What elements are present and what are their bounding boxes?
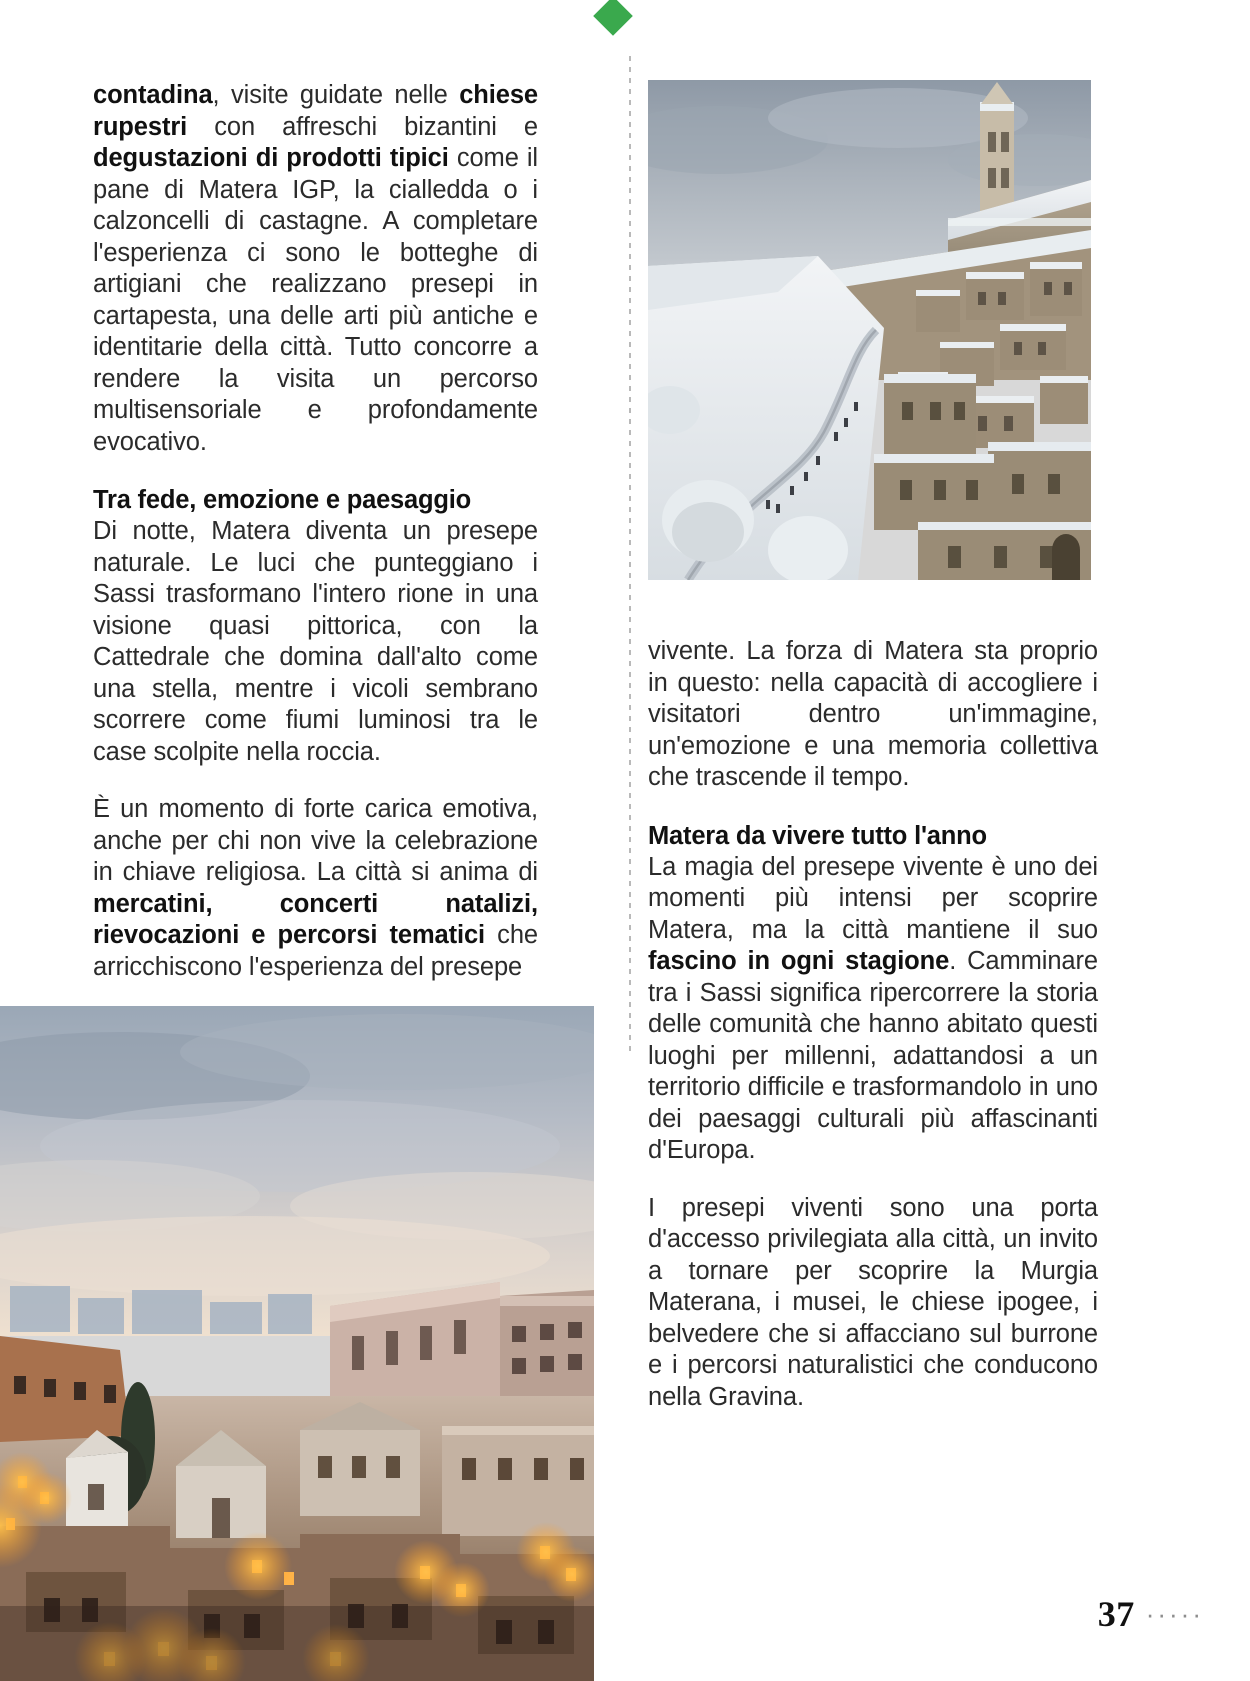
text-run: . Camminare tra i Sassi significa ripercorrere la storia delle comunità che hanno abitato questi luoghi per millenni, adattandosi a un territorio difficile e trasformandolo in uno dei paesaggi culturali più affascinanti d'Europa.	[648, 947, 1098, 1164]
text-run: che arricchiscono l'esperienza del presepe	[93, 921, 538, 981]
section-tra-fede	[93, 484, 538, 768]
photo-sassi-innevati	[648, 80, 1091, 580]
paragraph-la-magia	[648, 852, 1098, 1167]
paragraph-momento-emotivo	[93, 794, 538, 983]
bold-run-contadina: contadina	[93, 81, 213, 109]
photo-matera-tramonto	[0, 1006, 594, 1681]
paragraph-contadina	[93, 80, 538, 458]
right-text-column	[648, 636, 1098, 1413]
column-divider	[629, 56, 631, 1056]
bold-run-chiese-rupestri: chiese rupestri	[93, 81, 538, 141]
paragraph-vivente: vivente. La forza di Matera sta proprio in questo: nella capacità di accogliere i visitatori dentro un'immagine, un'emozione e una memoria collettiva che trascende il tempo.	[648, 637, 1098, 791]
paragraph-di-notte: Di notte, Matera diventa un presepe naturale. Le luci che punteggiano i Sassi trasformano l'intero rione in una visione quasi pittorica, con la Cattedrale che domina dall'alto come una stella, mentre i vicoli sembrano scorrere come fiumi luminosi tra le case scolpite nella roccia.	[93, 517, 538, 766]
diamond-accent-icon	[593, 0, 633, 36]
text-run: , visite guidate nelle	[212, 81, 460, 109]
bold-run-degustazioni: degustazioni di prodotti tipici	[93, 144, 449, 172]
photo-matera-tramonto-graphic	[0, 1006, 594, 1681]
page-number: 37	[1097, 1594, 1135, 1634]
text-run: con affreschi bizantini e	[187, 112, 538, 141]
page-footer	[1098, 1593, 1204, 1635]
text-run: come il pane di Matera IGP, la cialledda o i calzoncelli di castagne. A completare l'esperienza ci sono le botteghe di artigiani che realizzano presepi in cartapesta, una delle arti più antiche e identitarie della città. Tutto concorre a rendere la visita un percorso multisensoriale e profondamente evocativo.	[93, 144, 538, 456]
left-text-column	[93, 80, 538, 983]
paragraph-presepi-viventi: I presepi viventi sono una porta d'accesso privilegiata alla città, un invito a tornare per scoprire la Murgia Materana, i musei, le chiese ipogee, i belvedere che si affacciano sul burrone e i percorsi naturalistici che conducono nella Gravina.	[648, 1193, 1098, 1411]
text-run: La magia del presepe vivente è uno dei momenti più intensi per scoprire Matera, ma la città mantiene il suo	[648, 852, 1098, 944]
text-run: È un momento di forte carica emotiva, anche per chi non vive la celebrazione in chiave religiosa. La città si anima di	[93, 795, 538, 886]
section-matera-tutto-anno	[648, 820, 1098, 1167]
subheading-matera-da-vivere: Matera da vivere tutto l'anno	[648, 821, 987, 850]
footer-dots-decoration: ·····	[1145, 1599, 1204, 1629]
photo-sassi-innevati-graphic	[648, 80, 1091, 580]
bold-run-mercatini: mercatini, concerti natalizi, rievocazioni e percorsi tematici	[93, 889, 538, 949]
bold-run-fascino-stagione: fascino in ogni stagione	[648, 947, 950, 975]
subheading-tra-fede: Tra fede, emozione e paesaggio	[93, 486, 472, 514]
